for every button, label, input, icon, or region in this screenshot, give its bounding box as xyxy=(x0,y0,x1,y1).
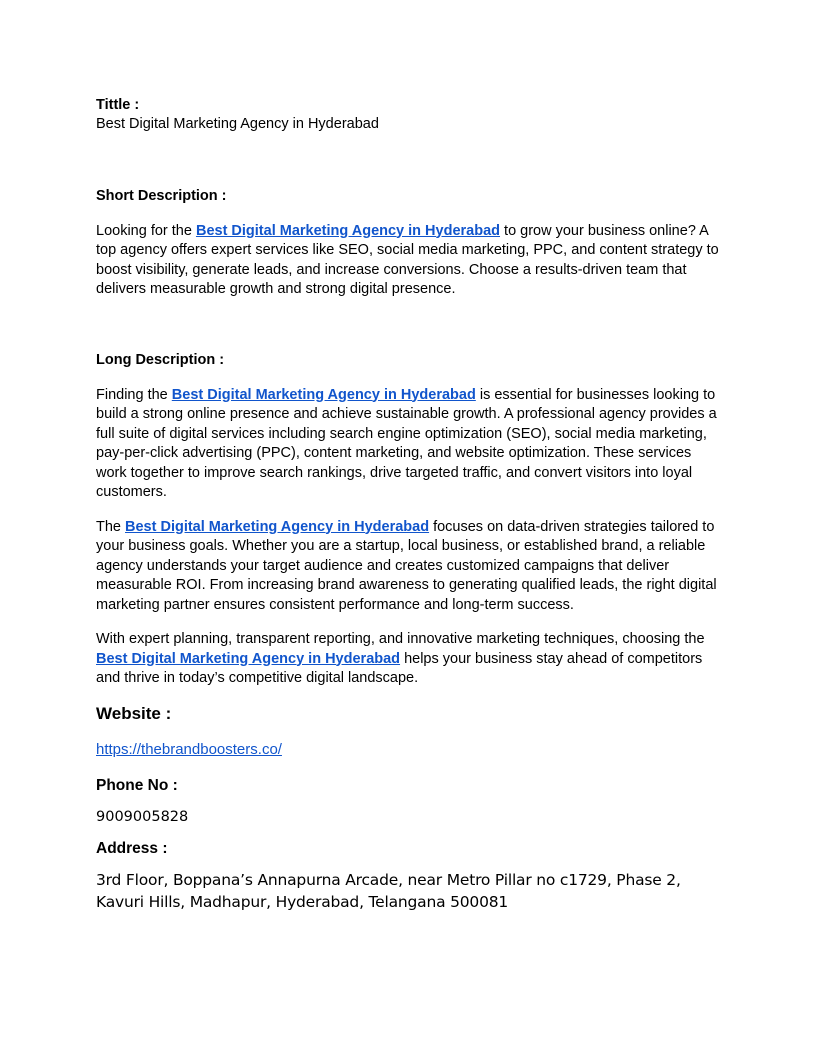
paragraph-1-after: is essential for businesses looking to build a strong online presence and achieve sustainable growth. A professional agency provides a full suite of digital services including search engine optimization (SEO), social media marketing, pay-per-click advertising (PPC), content marketing, and website optimization. These services work together to improve search rankings, drive targeted traffic, and convert visitors into loyal customers. xyxy=(96,386,717,500)
paragraph-2-after: focuses on data-driven strategies tailored to your business goals. Whether you are a startup, local business, or established brand, a reliable agency understands your target audience and creates customized campaigns that deliver measurable ROI. From increasing brand awareness to generating qualified leads, the right digital marketing partner ensures consistent performance and long-term success. xyxy=(96,518,717,613)
paragraph-3-before: With expert planning, transparent reporting, and innovative marketing techniques, choosing the xyxy=(96,631,705,647)
keyword-link[interactable]: Best Digital Marketing Agency in Hyderabad xyxy=(195,222,501,239)
keyword-link[interactable]: Best Digital Marketing Agency in Hyderabad xyxy=(96,650,401,667)
phone-value: 9009005828 xyxy=(96,809,189,825)
website-label: Website : xyxy=(96,703,172,723)
phone-label: Phone No : xyxy=(96,777,178,794)
address-label: Address : xyxy=(96,840,168,857)
long-description-paragraph-2 xyxy=(96,518,720,616)
website-link[interactable]: https://thebrandboosters.co/ xyxy=(96,740,282,758)
paragraph-2-before: The xyxy=(96,518,126,535)
paragraph-1-before: Finding the xyxy=(96,386,172,403)
short-description-before: Looking for the xyxy=(96,222,196,239)
keyword-link[interactable]: Best Digital Marketing Agency in Hyderabad xyxy=(171,386,476,403)
short-description-text xyxy=(96,222,720,300)
short-description-after: to grow your business online? A top agency offers expert services like SEO, social media marketing, PPC, and content strategy to boost visibility, generate leads, and increase conversions. Choose a results-driven team that delivers measurable growth and strong digital presence. xyxy=(96,222,719,297)
paragraph-3-after: helps your business stay ahead of competitors and thrive in today’s competitive digital landscape. xyxy=(96,650,703,686)
title-value: Best Digital Marketing Agency in Hyderabad xyxy=(96,116,379,132)
long-description-paragraph-1 xyxy=(96,386,720,503)
long-description-paragraph-3 xyxy=(96,630,720,689)
title-label: Tittle : xyxy=(96,97,140,113)
website-row xyxy=(96,740,720,760)
short-description-label: Short Description : xyxy=(96,187,227,204)
document-page xyxy=(96,96,720,913)
keyword-link[interactable]: Best Digital Marketing Agency in Hyderabad xyxy=(125,518,430,535)
long-description-label: Long Description : xyxy=(96,351,225,368)
address-value: 3rd Floor, Boppana’s Annapurna Arcade, near Metro Pillar no c1729, Phase 2, Kavuri Hills, Madhapur, Hyderabad, Telangana 500081 xyxy=(96,871,681,911)
